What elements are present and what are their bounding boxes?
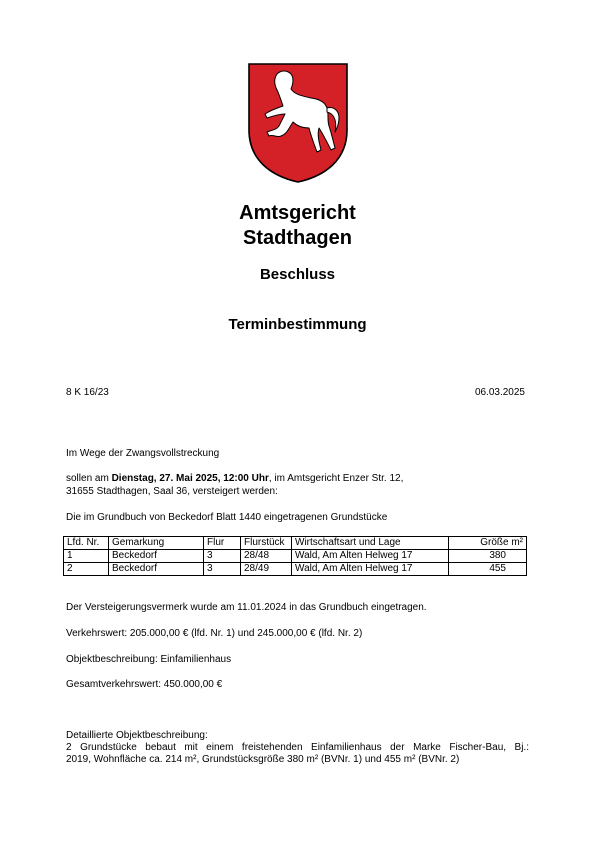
court-name-line2: Stadthagen <box>243 227 352 249</box>
detail-line-2: 2019, Wohnfläche ca. 214 m², Grundstücksgröße 380 m² (BVNr. 1) und 455 m² (BVNr. 2) <box>66 754 460 765</box>
market-value-text: Verkehrswert: 205.000,00 € (lfd. Nr. 1) und 245.000,00 € (lfd. Nr. 2) <box>66 628 363 639</box>
table-cell: 28/49 <box>241 563 292 576</box>
intro-text: Im Wege der Zwangsvollstreckung <box>66 448 220 459</box>
table-cell: 2 <box>64 563 109 576</box>
table-cell: 3 <box>204 563 241 576</box>
property-table <box>63 536 527 576</box>
auction-date-bold: Dienstag, 27. Mai 2025, 12:00 Uhr <box>111 473 269 484</box>
table-header-cell: Lfd. Nr. <box>64 537 109 550</box>
detail-line-1: 2 Grundstücke bebaut mit einem freistehenden Einfamilienhaus der Marke Fischer-Bau, Bj.: <box>66 742 529 753</box>
document-subject-heading: Terminbestimmung <box>228 316 367 333</box>
auction-date-line <box>66 472 403 485</box>
file-number: 8 K 16/23 <box>66 387 109 398</box>
table-row <box>64 563 527 576</box>
table-cell: 455 <box>449 563 527 576</box>
table-cell: Wald, Am Alten Helweg 17 <box>292 550 449 563</box>
total-value-text: Gesamtverkehrswert: 450.000,00 € <box>66 679 223 690</box>
object-description-text: Objektbeschreibung: Einfamilienhaus <box>66 654 232 665</box>
document-date: 06.03.2025 <box>474 387 525 398</box>
table-cell: Wald, Am Alten Helweg 17 <box>292 563 449 576</box>
table-header-cell: Flurstück <box>241 537 292 550</box>
table-header-cell: Wirtschaftsart und Lage <box>292 537 449 550</box>
table-cell: 380 <box>449 550 527 563</box>
table-cell: 1 <box>64 550 109 563</box>
table-header-cell: Gemarkung <box>109 537 204 550</box>
court-name-line1: Amtsgericht <box>239 202 356 224</box>
coat-of-arms-shield-icon <box>247 62 349 184</box>
detail-title: Detaillierte Objektbeschreibung: <box>66 730 208 741</box>
auction-date-suffix: , im Amtsgericht Enzer Str. 12, <box>268 473 404 484</box>
table-header-cell: Größe m² <box>449 537 527 550</box>
auction-date-prefix: sollen am <box>66 473 112 484</box>
table-cell: 28/48 <box>241 550 292 563</box>
table-row <box>64 550 527 563</box>
table-header-row <box>64 537 527 550</box>
auction-location-line: 31655 Stadthagen, Saal 36, versteigert werden: <box>66 486 278 497</box>
table-cell: 3 <box>204 550 241 563</box>
table-cell: Beckedorf <box>109 563 204 576</box>
document-type-heading: Beschluss <box>259 266 336 283</box>
land-register-text: Die im Grundbuch von Beckedorf Blatt 1440 eingetragenen Grundstücke <box>66 512 388 523</box>
table-header-cell: Flur <box>204 537 241 550</box>
auction-note-text: Der Versteigerungsvermerk wurde am 11.01.2024 in das Grundbuch eingetragen. <box>66 602 427 613</box>
table-cell: Beckedorf <box>109 550 204 563</box>
